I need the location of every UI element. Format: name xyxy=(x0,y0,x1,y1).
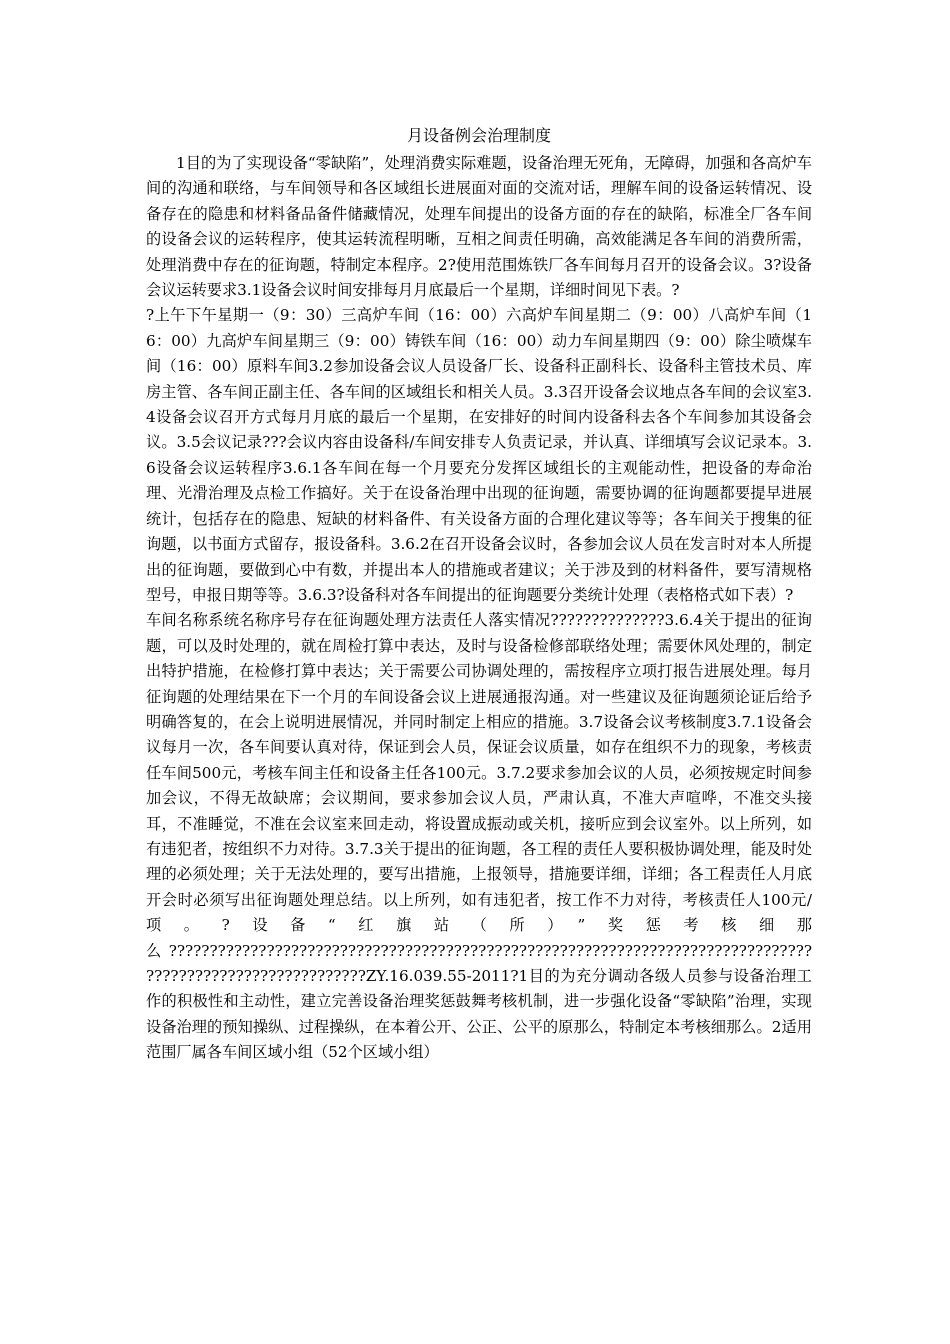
paragraph-assessment: 车间名称系统名称序号存在征询题处理方法责任人落实情况??????????????3.6.4关于提出的征询题，可以及时处理的，就在周检打算中表达，及时与设备检修部联络处理；需要休风处理的，制定出特护措施，在检修打算中表达；关于需要公司协调处理的，需按程序立项打报告进展处理。每月征询题的处理结果在下一个月的车间设备会议上进展通报沟通。对一些建议及征询题须论证后给予明确答复的，在会上说明进展情况，并同时制定上相应的措施。3.7设备会议考核制度3.7.1设备会议每月一次，各车间要认真对待，保证到会人员，保证会议质量，如存在组织不力的现象，考核责任车间500元，考核车间主任和设备主任各100元。3.7.2要求参加会议的人员，必须按规定时间参加会议，不得无故缺席；会议期间，要求参加会议人员，严肃认真，不准大声喧哗，不准交头接耳，不准睡觉，不准在会议室来回走动，将设置成振动或关机，接听应到会议室外。以上所列，如有违犯者，按组织不力对待。3.7.3关于提出的征询题，各工程的责任人要积极协调处理，能及时处理的必须处理；关于无法处理的，要写出措施，上报领导，措施要详细，详细；各工程责任人月底开会时必须写出征询题处理总结。以上所列，如有违犯者，按工作不力对待，考核责任人100元/项。?设备“红旗站（所）”奖惩考核细那么??????????????????????????????????????????????????????????????????????????????????????????????????????????ZY.16.039.55-2011?1目的为充分调动各级人员参与设备治理工作的积极性和主动性，建立完善设备治理奖惩鼓舞考核机制，进一步强化设备“零缺陷”治理，实现设备治理的预知操纵、过程操纵，在本着公开、公正、公平的原那么，特制定本考核细那么。2适用范围厂属各车间区域小组（52个区域小组） xyxy=(146,611,812,1062)
paragraph-schedule: ?上午下午星期一（9：30）三高炉车间（16：00）六高炉车间星期二（9：00）八高炉车间（16：00）九高炉车间星期三（9：00）铸铁车间（16：00）动力车间星期四（9：00）除尘喷煤车间（16：00）原料车间3.2参加设备会议人员设备厂长、设备科正副科长、设备科主管技术员、库房主管、各车间正副主任、各车间的区域组长和相关人员。3.3召开设备会议地点各车间的会议室3.4设备会议召开方式每月月底的最后一个星期，在安排好的时间内设备科去各个车间参加其设备会议。3.5会议记录???会议内容由设备科/车间安排专人负责记录，并认真、详细填写会议记录本。3.6设备会议运转程序3.6.1各车间在每一个月要充分发挥区域组长的主观能动性，把设备的寿命治理、光滑治理及点检工作搞好。关于在设备治理中出现的征询题，需要协调的征询题都要提早进展统计，包括存在的隐患、短缺的材料备件、有关设备方面的合理化建议等等；各车间关于搜集的征询题，以书面方式留存，报设备科。3.6.2在召开设备会议时，各参加会议人员在发言时对本人所提出的征询题，要做到心中有数，并提出本人的措施或者建议；关于涉及到的材料备件，要写清规格型号，申报日期等等。3.6.3?设备科对各车间提出的征询题要分类统计处理（表格格式如下表）? xyxy=(146,306,812,604)
paragraph-purpose: 1目的为了实现设备“零缺陷”，处理消费实际难题，设备治理无死角，无障碍，加强和各高炉车间的沟通和联络，与车间领导和各区域组长进展面对面的交流对话，理解车间的设备运转情况、设备存在的隐患和材料备品备件储藏情况，处理车间提出的设备方面的存在的缺陷，标准全厂各车间的设备会议的运转程序，使其运转流程明晰，互相之间责任明确，高效能满足各车间的消费所需，处理消费中存在的征询题，特制定本程序。2?使用范围炼铁厂各车间每月召开的设备会议。3?设备会议运转要求3.1设备会议时间安排每月月底最后一个星期，详细时间见下表。? xyxy=(146,154,812,300)
document-body xyxy=(146,151,812,1066)
document-title: 月设备例会治理制度 xyxy=(406,126,551,145)
